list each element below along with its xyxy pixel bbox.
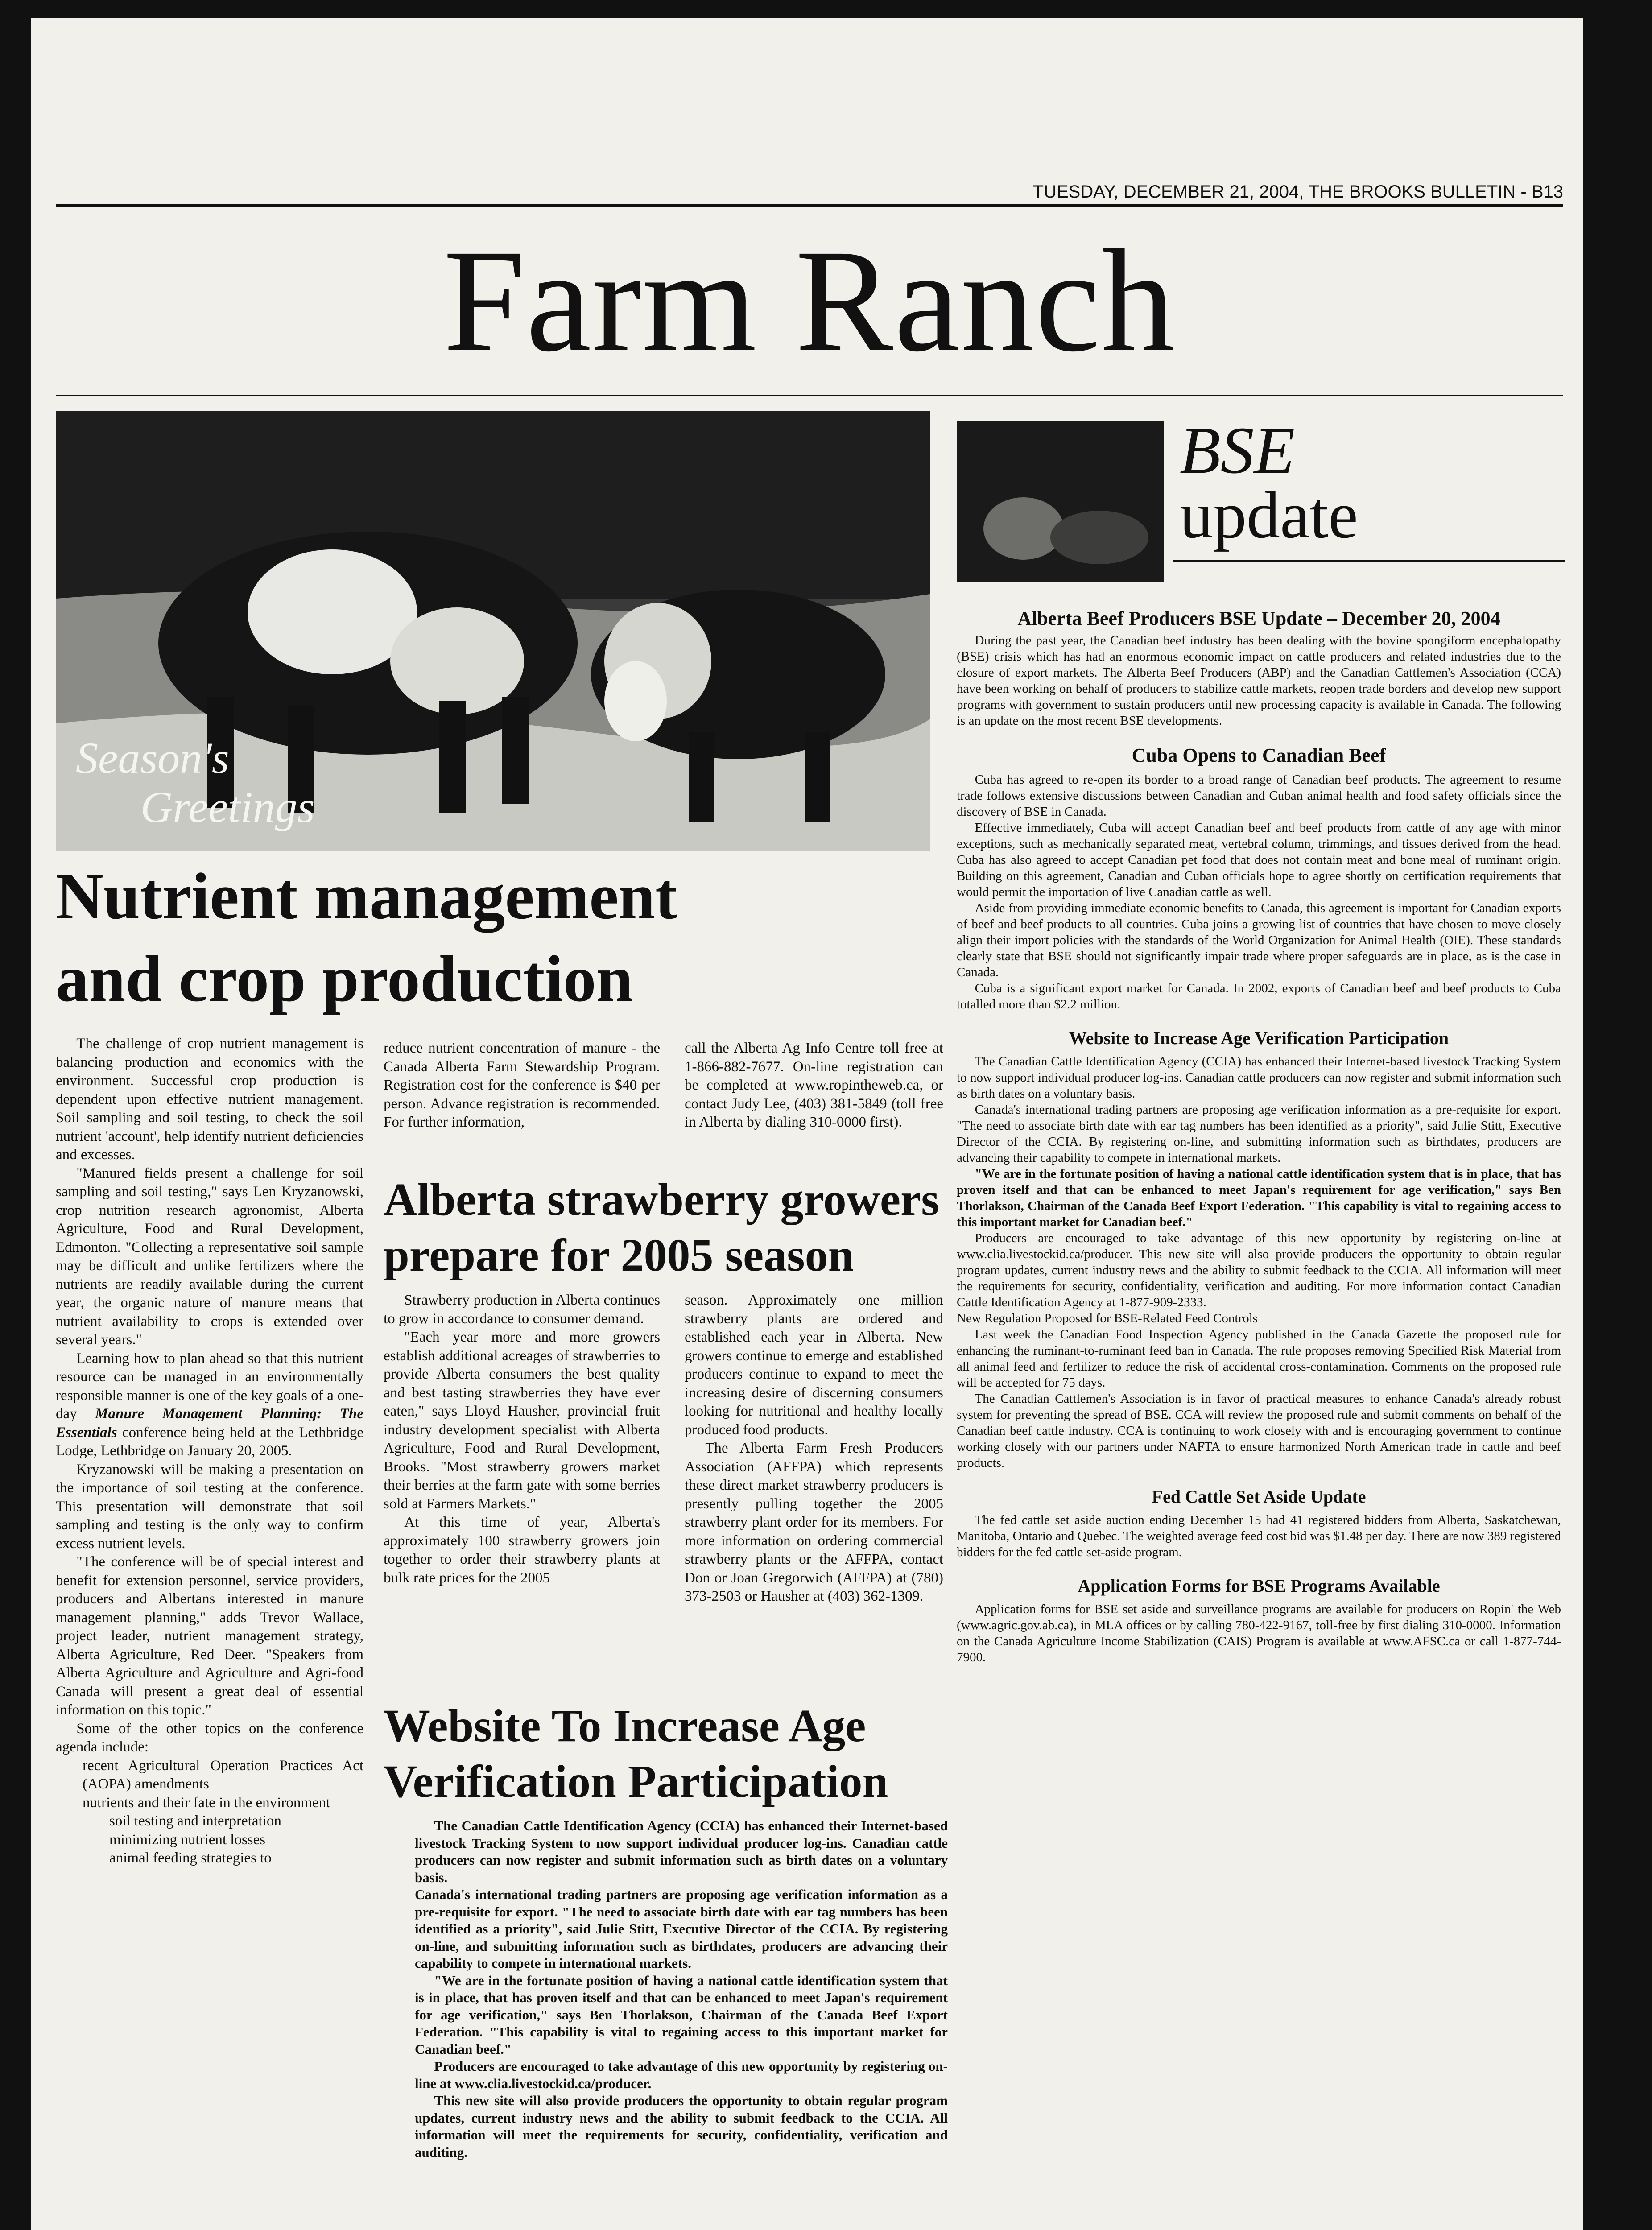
nutrient-paragraph: The challenge of crop nutrient management is balancing production and economics with the environment. Successful crop production is dependent upon effective nutrient management. Soil sampling and soil testing, to check the soil nutrient 'account', help identify nutrient deficiencies and excesses. — [56, 1036, 363, 1163]
website-paragraph: Canada's international trading partners are proposing age verification information as a pre-requisite for export. "The need to associate birth date with ear tag numbers has been identified as a priority", said Julie Stitt, Executive Director of the CCIA. By registering on-line, and submitting information such as birthdates, producers are advancing their capability to compete in international markets. — [957, 1103, 1561, 1165]
photo-greeting-line2: Greetings — [140, 782, 315, 832]
cuba-heading: Cuba Opens to Canadian Beef — [1132, 744, 1386, 766]
nutrient-headline-line1: Nutrient management — [56, 860, 677, 933]
strawberry-headline-line1: Alberta strawberry growers — [384, 1174, 939, 1225]
bse-intro: During the past year, the Canadian beef industry has been dealing with the bovine spongiform encephalopathy (BSE) crisis which has had an enormous economic impact on cattle producers and related industries due to the closure of export markets. The Alberta Beef Producers (ABP) and the Canadian Cattlemen's Association (CCA) have been working on behalf of producers to stabilize cattle markets, reopen trade borders and develop new support programs with government to sustain producers until new processing capacity is available in Canada. The following is an update on the most recent BSE developments. — [957, 633, 1561, 728]
bse-banner-image — [957, 421, 1164, 582]
nutrient-column-2: reduce nutrient concentration of manure - the Canada Alberta Farm Stewardship Program. Registration cost for the conference is $40 per person. Advance registration is recommended. For further information, — [384, 1040, 660, 1130]
bse-title-line2: update — [1180, 478, 1358, 552]
nutrient-paragraph: "Manured fields present a challenge for soil sampling and soil testing," says Len Kryzanowski, crop nutrition research agronomist, Alberta Agriculture, Food and Rural Development, Edmonton. "Collecting a representative soil sample may be difficult and unlike fertilizers where the nutrients are readily available during the current year, the organic nature of manure means that nutrient availability to crops is extended over several years." — [56, 1165, 363, 1348]
bse-banner-rule — [1173, 560, 1565, 562]
forms-heading: Application Forms for BSE Programs Available — [1078, 1576, 1440, 1596]
agenda-item: animal feeding strategies to — [109, 1850, 272, 1866]
website-paragraph: Last week the Canadian Food Inspection Agency published in the Canada Gazette the proposed rule for enhancing the ruminant-to-ruminant feed ban in Canada. The rule proposes removing Specified Risk Material from all animal feed and fertilizer to reduce the risk of accidental cross-contamination. Comments on the proposed rule will be accepted for 75 days. — [957, 1327, 1561, 1390]
agenda-item: soil testing and interpretation — [109, 1813, 281, 1829]
website-paragraph: Producers are encouraged to take advantage of this new opportunity by registering on-line at www.clia.livestockid.ca/producer. This new site will also provide producers the opportunity to obtain regular program updates, current industry news and the ability to submit feedback to the CCIA. All information will meet the requirements for security, confidentiality, verification and auditing. For more information contact Canadian Cattle Identification Agency at 1-877-909-2333. — [957, 1231, 1561, 1309]
website-paragraph: "We are in the fortunate position of having a national cattle identification system that is in place, that has proven itself and that can be enhanced to meet Japan's requirement for age verification," says Ben Thorlakson, Chairman of the Canada Beef Export Federation. "This capability is vital to regaining access to this important market for Canadian beef." — [957, 1167, 1561, 1229]
strawberry-headline-line2: prepare for 2005 season — [384, 1230, 854, 1281]
nutrient-column-3: call the Alberta Ag Info Centre toll free at 1-866-882-7677. On-line registration can be completed at www.ropintheweb.ca, or contact Judy Lee, (403) 381-5849 (toll free in Alberta by dialing 310-0000 first). — [685, 1040, 943, 1130]
verification-article: The Canadian Cattle Identification Agency (CCIA) has enhanced their Internet-based livestock Tracking System to now support individual producer log-ins. Canadian cattle producers can now register and submit information such as birth dates on a voluntary basis. Canada's international trading partners are proposing age verification information as a pre-requisite for export. "The need to associate birth date with ear tag numbers has been identified as a priority", said Julie Stitt, Executive Director of the CCIA. By registering on-line, and submitting information such as birthdates, producers are advancing their capability to compete in international markets. "We are in the fortunate position of having a national cattle identification system that is in place, that has proven itself and that can be enhanced to meet Japan's requirement for age verification," says Ben Thorlakson, Chairman of the Canada Beef Export Federation. "This capability is vital to regaining access to this important market for Canadian beef." Producers are encouraged to take advantage of this new opportunity by registering on-line at www.clia.livestockid.ca/producer. This new site will also provide producers the opportunity to obtain regular program updates, current industry news and the ability to submit feedback to the CCIA. All information will meet the requirements for security, confidentiality, verification and auditing. — [415, 1818, 948, 2160]
cuba-paragraph: Effective immediately, Cuba will accept Canadian beef and beef products from cattle of any age with minor exceptions, such as mechanically separated meat, vertebral column, trimmings, and tissues derived from the head. Cuba has also agreed to accept Canadian pet food that does not contain meat and bone meal of ruminant origin. Building on this agreement, Canadian and Cuban officials hope to agree shortly on certification requirements that would permit the importation of live Canadian cattle as well. — [957, 821, 1561, 899]
nutrient-paragraph: "The conference will be of special interest and benefit for extension personnel, service providers, producers and Albertans interested in manure management planning," adds Trevor Wallace, project leader, nutrient management strategy, Alberta Agriculture, Red Deer. "Speakers from Alberta Agriculture and Agriculture and Agri-food Canada will present a great deal of essential information on this topic." — [56, 1554, 363, 1718]
dateline: TUESDAY, DECEMBER 21, 2004, THE BROOKS BULLETIN - B13 — [1032, 182, 1563, 202]
cuba-paragraph: Cuba is a significant export market for Canada. In 2002, exports of Canadian beef and beef products to Cuba totalled more than $2.2 million. — [957, 981, 1561, 1012]
cattle-photo — [56, 411, 930, 851]
cuba-paragraph: Aside from providing immediate economic benefits to Canada, this agreement is important for Canadian exports of beef and beef products to all countries. Cuba joins a growing list of countries that have chosen to move closely align their import policies with the standards of the World Organization for Animal Health (OIE). These standards clearly state that BSE should not significantly impair trade where proper safeguards are in place, as is the case in Canada. — [957, 901, 1561, 979]
forms-paragraph: Application forms for BSE set aside and surveillance programs are available for producers on Ropin' the Web (www.agric.gov.ab.ca), in MLA offices or by calling 780-422-9167, toll-free by first dialing 310-0000. Information on the Canada Agriculture Income Stabilization (CAIS) Program is available at www.AFSC.ca or call 1-877-744-7900. — [957, 1602, 1561, 1664]
bse-title-line1: BSE — [1180, 413, 1295, 487]
agenda-item: recent Agricultural Operation Practices Act (AOPA) amendments — [83, 1757, 363, 1792]
bse-update-column — [957, 607, 1561, 2230]
nutrient-column-1 — [56, 1035, 363, 2230]
cuba-paragraph: Cuba has agreed to re-open its border to a broad range of Canadian beef products. The agreement to resume trade follows extensive discussions between Canadian and Cuban animal health and food safety officials since the discovery of BSE in Canada. — [957, 772, 1561, 819]
verification-headline-line2: Verification Participation — [384, 1756, 888, 1807]
fed-cattle-paragraph: The fed cattle set aside auction ending December 15 had 41 registered bidders from Alberta, Saskatchewan, Manitoba, Ontario and Quebec. The weighted average feed cost bid was $1.48 per day. There are now 389 registered bidders for the fed cattle set-aside program. — [957, 1513, 1561, 1559]
bse-main-heading: Alberta Beef Producers BSE Update – December 20, 2004 — [1017, 607, 1500, 629]
fed-cattle-heading: Fed Cattle Set Aside Update — [1152, 1487, 1366, 1507]
verification-headline-line1: Website To Increase Age — [384, 1700, 866, 1751]
feed-controls-subhead: New Regulation Proposed for BSE-Related Feed Controls — [957, 1311, 1258, 1326]
strawberry-column-1: Strawberry production in Alberta continues to grow in accordance to consumer demand. "Each year more and more growers establish additional acreages of strawberries to provide Alberta consumers the best quality and best tasting strawberries they have ever eaten," says Lloyd Hausher, provincial fruit industry development specialist with Alberta Agriculture, Food and Rural Development, Brooks. "Most strawberry growers market their berries at the farm gate with some berries sold at Farmers Markets." At this time of year, Alberta's approximately 100 strawberry growers join together to order their strawberry plants at bulk rate prices for the 2005 — [384, 1292, 660, 1586]
photo-greeting-line1: Season's — [76, 733, 229, 783]
website-paragraph: The Canadian Cattlemen's Association is in favor of practical measures to enhance Canada's already robust system for preventing the spread of BSE. CCA will review the proposed rule and submit comments on behalf of the Canadian beef cattle industry. CCA is continuing to work closely with and is encouraging government to continue working closely with our partners under NAFTA to ensure harmonized North American trade in cattle and beef products. — [957, 1392, 1561, 1470]
nutrient-paragraph: Kryzanowski will be making a presentation on the importance of soil testing at the conference. This presentation will demonstrate that soil sampling and testing is the only way to confirm excess nutrient levels. — [56, 1461, 363, 1552]
nutrient-paragraph: Some of the other topics on the conference agenda include: — [56, 1720, 363, 1755]
newspaper-page — [31, 18, 1583, 2230]
website-heading: Website to Increase Age Verification Participation — [1069, 1028, 1449, 1048]
website-paragraph: The Canadian Cattle Identification Agency (CCIA) has enhanced their Internet-based livestock Tracking System to now support individual producer log-ins. Canadian cattle producers can now register and submit information such as birth dates on a voluntary basis. — [957, 1054, 1561, 1101]
agenda-item: nutrients and their fate in the environment — [83, 1794, 330, 1811]
nutrient-paragraph: Learning how to plan ahead so that this nutrient resource can be managed in an environmentally responsible manner is one of the key goals of a one-day Manure Management Planning: The Essentials conference being held at the Lethbridge Lodge, Lethbridge on January 20, 2005. — [56, 1350, 363, 1459]
conference-title: Manure Management Planning: The Essentials — [56, 1406, 363, 1441]
nutrient-headline-line2: and crop production — [56, 942, 633, 1016]
strawberry-column-2: season. Approximately one million strawberry plants are ordered and established each year in Alberta. New growers continue to emerge and established producers continue to expand to meet the increasing desire of discerning consumers looking for nutritional and healthy locally produced food products. The Alberta Farm Fresh Producers Association (AFFPA) which represents these direct market strawberry producers is presently pulling together the 2005 strawberry plant order for its members. For more information on ordering commercial strawberry plants or the AFFPA, contact Don or Joan Gregorwich (AFFPA) at (780) 373-2503 or Hausher at (403) 362-1309. — [685, 1292, 943, 1604]
agenda-item: minimizing nutrient losses — [109, 1831, 266, 1848]
masthead-rule — [56, 395, 1563, 396]
top-rule — [56, 204, 1563, 207]
section-title: Farm Ranch — [443, 219, 1176, 382]
